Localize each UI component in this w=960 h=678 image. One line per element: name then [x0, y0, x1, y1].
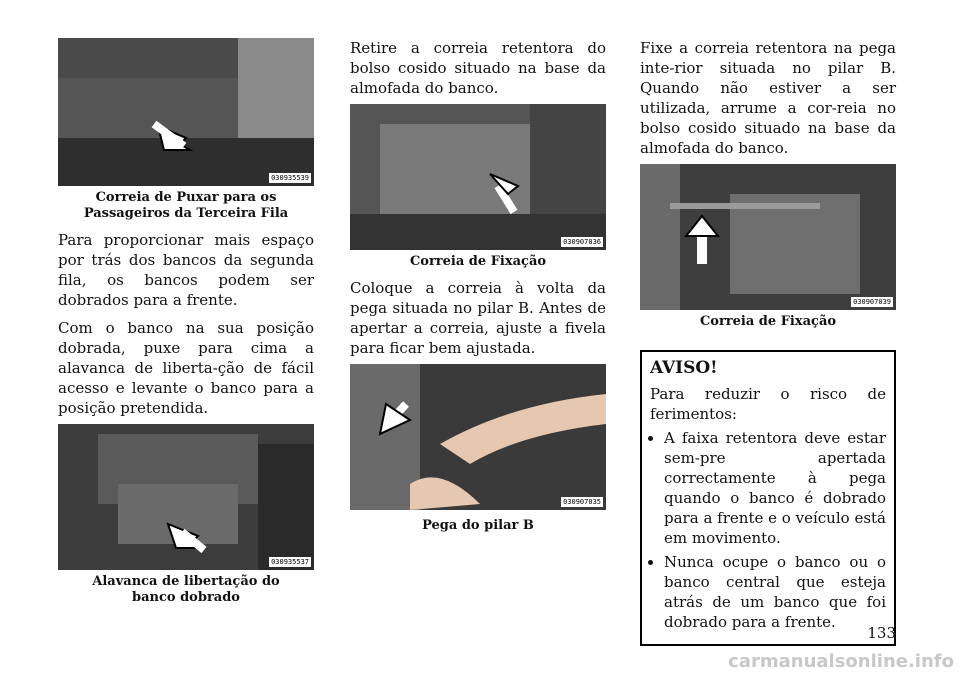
- paragraph: Para proporcionar mais espaço por trás dos bancos da segunda fila, os bancos podem ser dobrados para a frente.: [58, 231, 314, 309]
- paragraph: Com o banco na sua posição dobrada, puxe para cima a alavanca de liberta-ção de fácil acesso e levante o banco para a posição pretendida.: [58, 319, 314, 417]
- warning-item: • A faixa retentora deve estar sem-pre apertada correctamente à pega quando o banco é dobrado para a frente e o veículo está em movimento.: [664, 428, 886, 548]
- page-number: 133: [867, 624, 896, 642]
- paragraph: Coloque a correia à volta da pega situada no pilar B. Antes de apertar a correia, ajuste a fivela para ficar bem ajustada.: [350, 279, 606, 357]
- column-right: [640, 38, 896, 646]
- photo-b-pillar-handle: [350, 364, 606, 510]
- image-code: 030907035: [563, 498, 601, 506]
- arrow-icon: [58, 38, 314, 186]
- caption: Correia de Puxar para os Passageiros da Terceira Fila: [83, 190, 289, 221]
- caption: Alavanca de libertação do banco dobrado: [92, 574, 280, 605]
- photo-seat-release-lever: [58, 424, 314, 570]
- arrow-icon: [640, 164, 896, 310]
- column-left: [58, 38, 314, 606]
- footer-watermark: carmanualsonline.info: [728, 651, 954, 672]
- warning-item: • Nunca ocupe o banco ou o banco central que esteja atrás de um banco que foi dobrado para a frente.: [664, 552, 886, 632]
- photo-retaining-strap: [350, 104, 606, 250]
- image-code: 030907039: [853, 298, 891, 306]
- caption: Pega do pilar B: [422, 518, 534, 533]
- arrow-icon: [58, 424, 314, 570]
- column-middle: [350, 38, 606, 534]
- caption: Correia de Fixação: [409, 254, 547, 269]
- photo-third-row-pull-strap: [58, 38, 314, 186]
- arrow-icon: [350, 364, 606, 510]
- photo-retaining-strap-fixed: [640, 164, 896, 310]
- caption: Correia de Fixação: [699, 314, 837, 329]
- image-code: 030907036: [563, 238, 601, 246]
- warning-title: AVISO!: [650, 358, 718, 378]
- warning-list: [650, 428, 886, 632]
- image-code: 030935537: [271, 558, 309, 566]
- arrow-icon: [350, 104, 606, 250]
- paragraph: Retire a correia retentora do bolso cosido situado na base da almofada do banco.: [350, 39, 606, 97]
- warning-box: [640, 350, 896, 646]
- warning-intro: Para reduzir o risco de ferimentos:: [650, 385, 886, 423]
- paragraph: Fixe a correia retentora na pega inte-rior situada no pilar B. Quando não estiver a ser utilizada, arrume a cor-reia no bolso cosido situado na base da almofada do banco.: [640, 39, 896, 157]
- image-code: 030935539: [271, 174, 309, 182]
